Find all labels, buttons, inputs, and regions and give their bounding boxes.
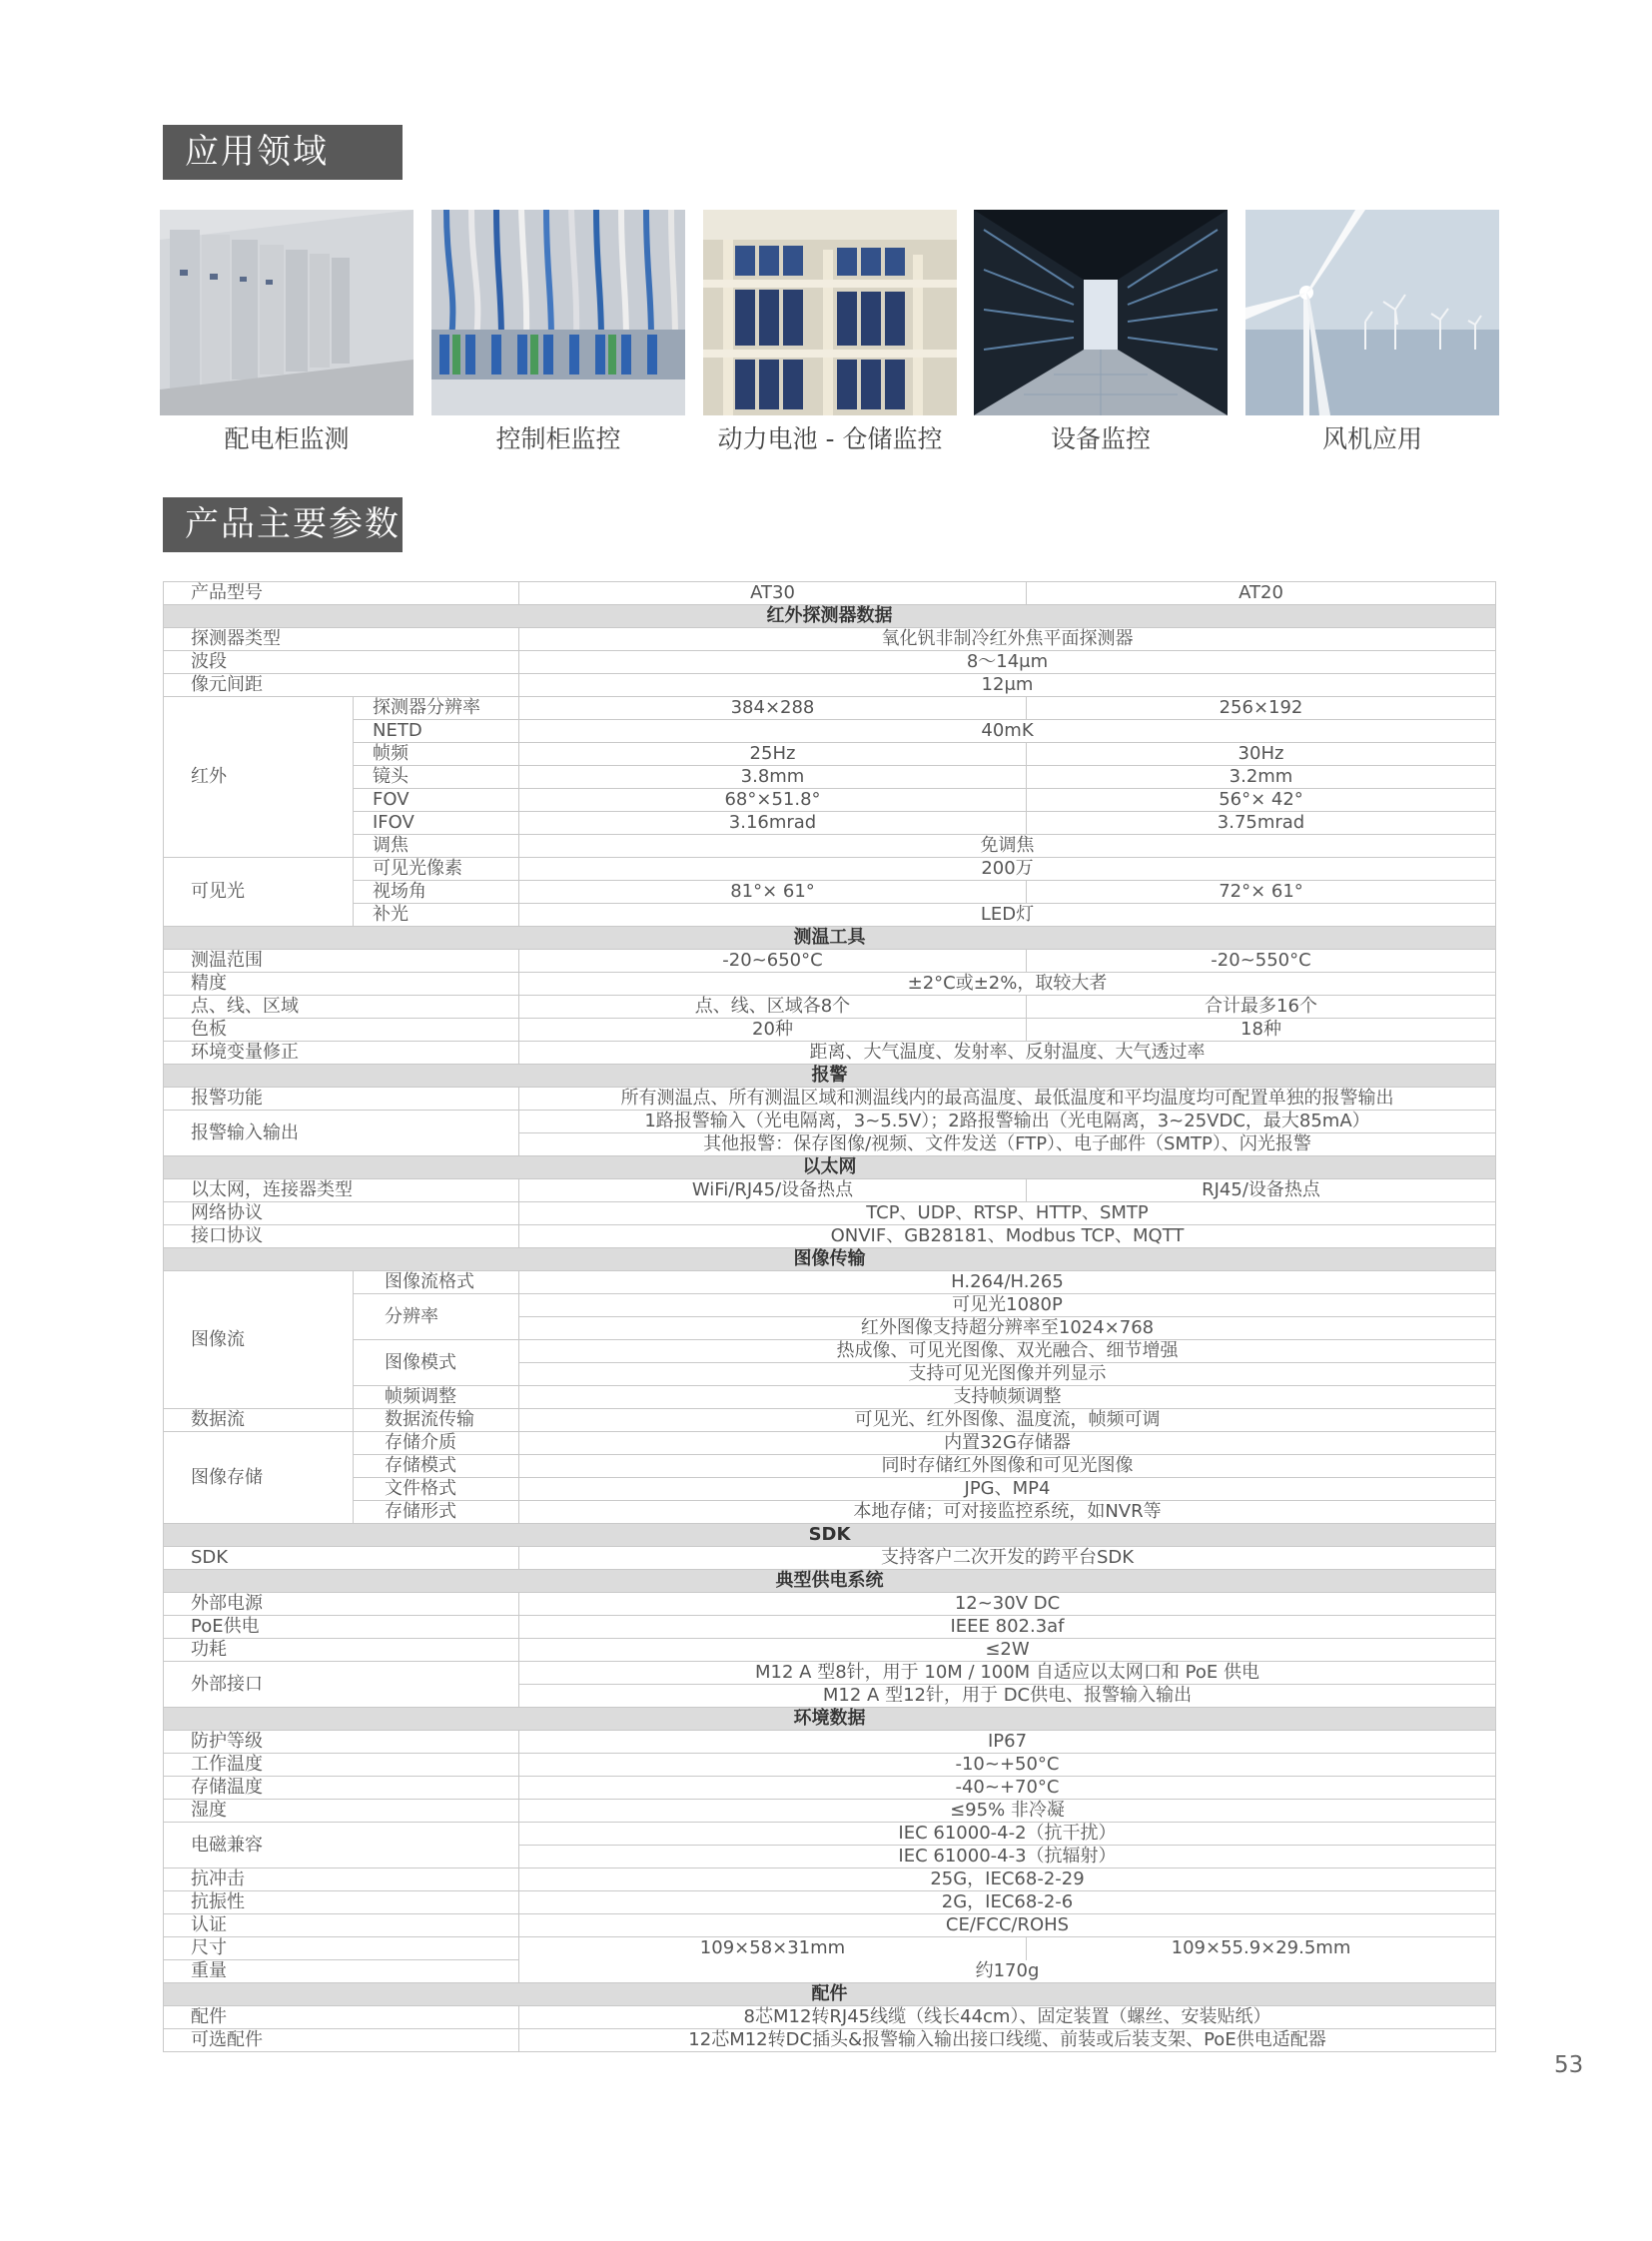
palette-a: 20种 <box>519 1019 1027 1042</box>
alarm-io-value-1: 1路报警输入（光电隔离，3~5.5V）；2路报警输出（光电隔离，3~25VDC，最大85mA） <box>519 1111 1496 1133</box>
weight-label: 重量 <box>164 1960 519 1983</box>
vis-angle-label: 视场角 <box>354 881 519 904</box>
lens-a: 3.8mm <box>519 766 1027 789</box>
focus-value: 免调焦 <box>519 835 1496 858</box>
image-stream-label: 图像流 <box>164 1271 354 1409</box>
op-temp-value: -10~+50°C <box>519 1754 1496 1777</box>
netd-label: NETD <box>354 720 519 743</box>
range-a: -20~650°C <box>519 950 1027 973</box>
vibration-value: 2G，IEC68-2-6 <box>519 1891 1496 1914</box>
shock-value: 25G，IEC68-2-29 <box>519 1868 1496 1891</box>
regions-label: 点、线、区域 <box>164 996 519 1019</box>
ext-power-label: 外部电源 <box>164 1593 519 1616</box>
eth-label: 以太网，连接器类型 <box>164 1179 519 1202</box>
vis-pixels-label: 可见光像素 <box>354 858 519 881</box>
ir-group-label: 红外 <box>164 697 354 858</box>
st-temp-label: 存储温度 <box>164 1777 519 1800</box>
image-mode-label: 图像模式 <box>354 1340 519 1386</box>
caption-wind-turbine: 风机应用 <box>1321 424 1422 453</box>
fov-a: 68°×51.8° <box>519 789 1027 812</box>
band-label: 波段 <box>164 651 519 674</box>
storage-form-value: 本地存储；可对接监控系统，如NVR等 <box>519 1501 1496 1524</box>
env-corr-label: 环境变量修正 <box>164 1042 519 1065</box>
accessories-value: 8芯M12转RJ45线缆（线长44cm）、固定装置（螺丝、安装贴纸） <box>519 2006 1496 2029</box>
size-a: 109×58×31mm <box>519 1937 1027 1960</box>
photo-control-cabinet <box>431 210 685 415</box>
fov-b: 56°× 42° <box>1027 789 1496 812</box>
data-stream-label: 数据流 <box>164 1409 354 1432</box>
if-proto-value: ONVIF、GB28181、Modbus TCP、MQTT <box>519 1225 1496 1248</box>
section-alarm: 报警 <box>164 1065 1496 1088</box>
section-title-applications: 应用领域 <box>163 125 403 180</box>
fps-adjust-value: 支持帧频调整 <box>519 1386 1496 1409</box>
section-temp-tools: 测温工具 <box>164 927 1496 950</box>
model-label: 产品型号 <box>164 582 519 605</box>
resolution-value-2: 红外图像支持超分辨率至1024×768 <box>519 1317 1496 1340</box>
palette-b: 18种 <box>1027 1019 1496 1042</box>
fps-adjust-label: 帧频调整 <box>354 1386 519 1409</box>
ext-interface-label: 外部接口 <box>164 1662 519 1708</box>
pitch-value: 12μm <box>519 674 1496 697</box>
storage-medium-label: 存储介质 <box>354 1432 519 1455</box>
section-environment: 环境数据 <box>164 1708 1496 1731</box>
optional-accessories-value: 12芯M12转DC插头&报警输入输出接口线缆、前装或后装支架、PoE供电适配器 <box>519 2029 1496 2052</box>
net-proto-value: TCP、UDP、RTSP、HTTP、SMTP <box>519 1202 1496 1225</box>
fps-b: 30Hz <box>1027 743 1496 766</box>
op-temp-label: 工作温度 <box>164 1754 519 1777</box>
regions-a: 点、线、区域各8个 <box>519 996 1027 1019</box>
vis-angle-a: 81°× 61° <box>519 881 1027 904</box>
ip-label: 防护等级 <box>164 1731 519 1754</box>
detector-type-label: 探测器类型 <box>164 628 519 651</box>
image-storage-label: 图像存储 <box>164 1432 354 1524</box>
if-proto-label: 接口协议 <box>164 1225 519 1248</box>
stream-format-label: 图像流格式 <box>354 1271 519 1294</box>
caption-battery-warehouse: 动力电池 - 仓储监控 <box>717 424 943 453</box>
humidity-label: 湿度 <box>164 1800 519 1823</box>
alarm-io-value-2: 其他报警：保存图像/视频、文件发送（FTP）、电子邮件（SMTP）、闪光报警 <box>519 1133 1496 1156</box>
regions-b: 合计最多16个 <box>1027 996 1496 1019</box>
fill-light-label: 补光 <box>354 904 519 927</box>
size-label: 尺寸 <box>164 1937 519 1960</box>
emc-label: 电磁兼容 <box>164 1823 519 1868</box>
photo-wind-turbines <box>1245 210 1499 415</box>
photo-battery-warehouse <box>703 210 957 415</box>
page-number: 53 <box>1554 2052 1584 2078</box>
env-corr-value: 距离、大气温度、发射率、反射温度、大气透过率 <box>519 1042 1496 1065</box>
vibration-label: 抗振性 <box>164 1891 519 1914</box>
alarm-func-label: 报警功能 <box>164 1088 519 1111</box>
section-title-specs: 产品主要参数 <box>163 497 403 552</box>
storage-mode-label: 存储模式 <box>354 1455 519 1478</box>
storage-form-label: 存储形式 <box>354 1501 519 1524</box>
resolution-value-1: 可见光1080P <box>519 1294 1496 1317</box>
net-proto-label: 网络协议 <box>164 1202 519 1225</box>
eth-b: RJ45/设备热点 <box>1027 1179 1496 1202</box>
sdk-value: 支持客户二次开发的跨平台SDK <box>519 1547 1496 1570</box>
range-label: 测温范围 <box>164 950 519 973</box>
shock-label: 抗冲击 <box>164 1868 519 1891</box>
spec-table <box>163 581 1496 2052</box>
consumption-label: 功耗 <box>164 1639 519 1662</box>
ip-value: IP67 <box>519 1731 1496 1754</box>
res-a: 384×288 <box>519 697 1027 720</box>
ifov-a: 3.16mrad <box>519 812 1027 835</box>
stream-format-value: H.264/H.265 <box>519 1271 1496 1294</box>
vis-pixels-value: 200万 <box>519 858 1496 881</box>
poe-value: IEEE 802.3af <box>519 1616 1496 1639</box>
image-mode-value-1: 热成像、可见光图像、双光融合、细节增强 <box>519 1340 1496 1363</box>
ext-interface-value-2: M12 A 型12针，用于 DC供电、报警输入输出 <box>519 1685 1496 1708</box>
file-format-value: JPG、MP4 <box>519 1478 1496 1501</box>
accuracy-value: ±2°C或±2%，取较大者 <box>519 973 1496 996</box>
alarm-io-label: 报警输入输出 <box>164 1111 519 1156</box>
section-power: 典型供电系统 <box>164 1570 1496 1593</box>
emc-value-2: IEC 61000-4-3（抗辐射） <box>519 1846 1496 1868</box>
section-image-transmission: 图像传输 <box>164 1248 1496 1271</box>
ifov-b: 3.75mrad <box>1027 812 1496 835</box>
accessories-label: 配件 <box>164 2006 519 2029</box>
ext-power-value: 12~30V DC <box>519 1593 1496 1616</box>
data-trans-value: 可见光、红外图像、温度流，帧频可调 <box>519 1409 1496 1432</box>
vis-angle-b: 72°× 61° <box>1027 881 1496 904</box>
storage-mode-value: 同时存储红外图像和可见光图像 <box>519 1455 1496 1478</box>
fill-light-value: LED灯 <box>519 904 1496 927</box>
ifov-label: IFOV <box>354 812 519 835</box>
res-label: 探测器分辨率 <box>354 697 519 720</box>
lens-label: 镜头 <box>354 766 519 789</box>
pitch-label: 像元间距 <box>164 674 519 697</box>
resolution-label: 分辨率 <box>354 1294 519 1340</box>
cert-value: CE/FCC/ROHS <box>519 1914 1496 1937</box>
caption-distribution-cabinet: 配电柜监测 <box>224 424 350 453</box>
weight-value: 约170g <box>519 1960 1496 1983</box>
emc-value-1: IEC 61000-4-2（抗干扰） <box>519 1823 1496 1846</box>
res-b: 256×192 <box>1027 697 1496 720</box>
lens-b: 3.2mm <box>1027 766 1496 789</box>
section-accessories: 配件 <box>164 1983 1496 2006</box>
photo-distribution-cabinet <box>160 210 413 415</box>
data-trans-label: 数据流传输 <box>354 1409 519 1432</box>
section-ir-detector: 红外探测器数据 <box>164 605 1496 628</box>
model-b: AT20 <box>1027 582 1496 605</box>
size-b: 109×55.9×29.5mm <box>1027 1937 1496 1960</box>
image-mode-value-2: 支持可见光图像并列显示 <box>519 1363 1496 1386</box>
cert-label: 认证 <box>164 1914 519 1937</box>
ext-interface-value-1: M12 A 型8针，用于 10M / 100M 自适应以太网口和 PoE 供电 <box>519 1662 1496 1685</box>
st-temp-value: -40~+70°C <box>519 1777 1496 1800</box>
eth-a: WiFi/RJ45/设备热点 <box>519 1179 1027 1202</box>
optional-accessories-label: 可选配件 <box>164 2029 519 2052</box>
consumption-value: ≤2W <box>519 1639 1496 1662</box>
storage-medium-value: 内置32G存储器 <box>519 1432 1496 1455</box>
file-format-label: 文件格式 <box>354 1478 519 1501</box>
detector-type-value: 氧化钒非制冷红外焦平面探测器 <box>519 628 1496 651</box>
caption-control-cabinet: 控制柜监控 <box>495 424 621 453</box>
palette-label: 色板 <box>164 1019 519 1042</box>
caption-equipment-monitoring: 设备监控 <box>1050 424 1151 453</box>
section-ethernet: 以太网 <box>164 1156 1496 1179</box>
photo-data-center <box>974 210 1228 415</box>
fov-label: FOV <box>354 789 519 812</box>
sdk-label: SDK <box>164 1547 519 1570</box>
fps-a: 25Hz <box>519 743 1027 766</box>
accuracy-label: 精度 <box>164 973 519 996</box>
section-sdk: SDK <box>164 1524 1496 1547</box>
alarm-func-value: 所有测温点、所有测温区域和测温线内的最高温度、最低温度和平均温度均可配置单独的报警输出 <box>519 1088 1496 1111</box>
range-b: -20~550°C <box>1027 950 1496 973</box>
visible-group-label: 可见光 <box>164 858 354 927</box>
netd-value: 40mK <box>519 720 1496 743</box>
model-a: AT30 <box>519 582 1027 605</box>
humidity-value: ≤95% 非冷凝 <box>519 1800 1496 1823</box>
focus-label: 调焦 <box>354 835 519 858</box>
band-value: 8～14μm <box>519 651 1496 674</box>
poe-label: PoE供电 <box>164 1616 519 1639</box>
fps-label: 帧频 <box>354 743 519 766</box>
